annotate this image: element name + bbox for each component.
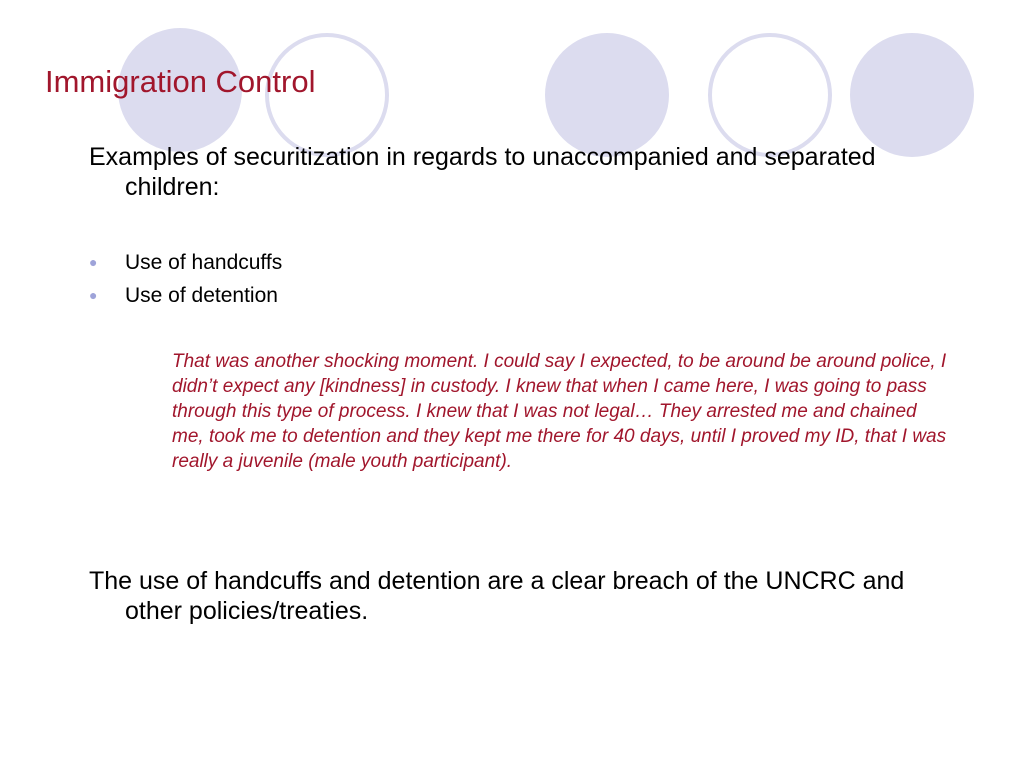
participant-quote: That was another shocking moment. I could say I expected, to be around be around police, I didn’t expect any [kindness] in custody. I knew that when I came here, I was going to pass through this type of process. I knew that I was not legal… They arrested me and chained me, took me to detention and they kept me there for 40 days, until I proved my ID, that I was really a juvenile (male youth participant). xyxy=(172,351,947,472)
outline-circle xyxy=(710,35,830,155)
conclusion-paragraph: The use of handcuffs and detention are a clear breach of the UNCRC and other policies/treaties. xyxy=(89,567,905,625)
bullet-list xyxy=(89,246,282,312)
slide-title: Immigration Control xyxy=(45,64,316,99)
bullet-dot-icon: ● xyxy=(89,254,98,270)
list-item-label: Use of handcuffs xyxy=(125,251,283,274)
filled-circle xyxy=(850,33,974,157)
intro-paragraph: Examples of securitization in regards to unaccompanied and separated children: xyxy=(89,143,876,201)
list-item-label: Use of detention xyxy=(125,284,278,307)
list-item xyxy=(89,246,282,279)
list-item xyxy=(89,279,282,312)
filled-circle xyxy=(545,33,669,157)
bullet-dot-icon: ● xyxy=(89,287,98,303)
